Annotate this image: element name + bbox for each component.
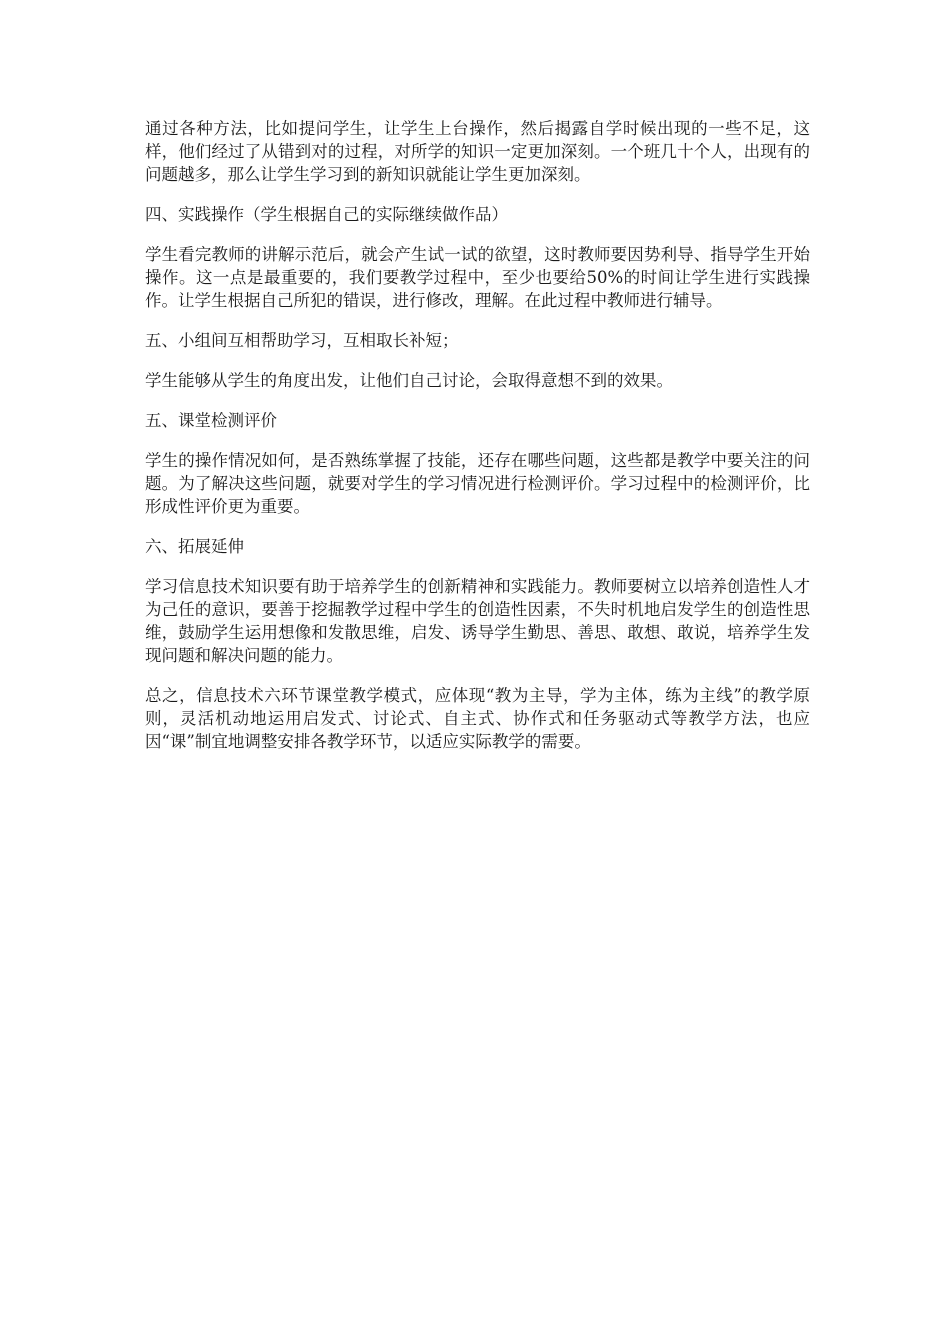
paragraph-group-help: 学生能够从学生的角度出发，让他们自己讨论，会取得意想不到的效果。 [145,371,673,390]
document-body [145,117,810,770]
paragraph-evaluation: 学生的操作情况如何，是否熟练掌握了技能，还存在哪些问题，这些都是教学中要关注的问题。为了解决这些问题，就要对学生的学习情况进行检测评价。学习过程中的检测评价，比形成性评价更为重要。 [145,451,810,516]
heading-evaluation: 五、课堂检测评价 [145,411,277,430]
heading-extension: 六、拓展延伸 [145,537,244,556]
paragraph-review: 通过各种方法，比如提问学生，让学生上台操作，然后揭露自学时候出现的一些不足，这样，他们经过了从错到对的过程，对所学的知识一定更加深刻。一个班几十个人，出现有的问题越多，那么让学生学习到的新知识就能让学生更加深刻。 [145,119,810,184]
paragraph-summary: 总之，信息技术六环节课堂教学模式，应体现“教为主导，学为主体，练为主线”的教学原则，灵活机动地运用启发式、讨论式、自主式、协作式和任务驱动式等教学方法，也应因“课”制宜地调整安排各教学环节，以适应实际教学的需要。 [145,686,810,751]
heading-group-help: 五、小组间互相帮助学习，互相取长补短； [145,331,459,350]
heading-practice: 四、实践操作（学生根据自己的实际继续做作品） [145,205,508,224]
paragraph-practice: 学生看完教师的讲解示范后，就会产生试一试的欲望，这时教师要因势利导、指导学生开始操作。这一点是最重要的，我们要教学过程中，至少也要给50%的时间让学生进行实践操作。让学生根据自己所犯的错误，进行修改，理解。在此过程中教师进行辅导。 [145,245,810,310]
paragraph-extension: 学习信息技术知识要有助于培养学生的创新精神和实践能力。教师要树立以培养创造性人才为己任的意识，要善于挖掘教学过程中学生的创造性因素，不失时机地启发学生的创造性思维，鼓励学生运用想像和发散思维，启发、诱导学生勤思、善思、敢想、敢说，培养学生发现问题和解决问题的能力。 [145,577,810,665]
